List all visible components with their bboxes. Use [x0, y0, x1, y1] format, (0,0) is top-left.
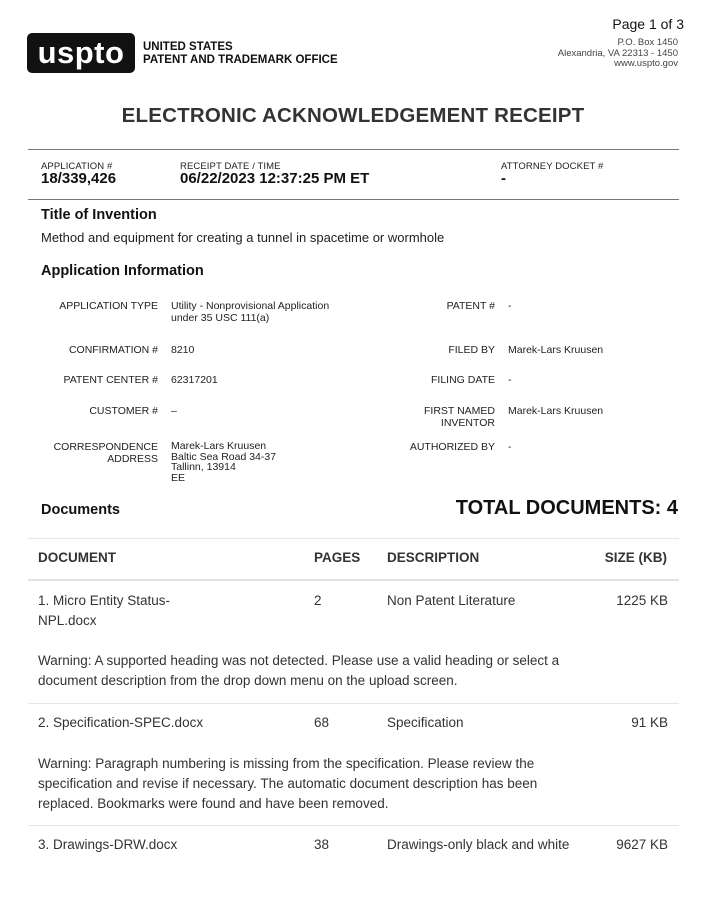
application-information-heading: Application Information — [41, 263, 204, 279]
document-row-1-description: Non Patent Literature — [387, 593, 516, 608]
agency-line-2: PATENT AND TRADEMARK OFFICE — [143, 53, 338, 66]
authorized-by-label: AUTHORIZED BY — [409, 441, 495, 453]
document-row-1-size: 1225 KB — [616, 593, 668, 608]
confirmation-value: 8210 — [171, 344, 195, 356]
first-named-inventor-label-line-2: INVENTOR — [440, 417, 495, 429]
filed-by-label: FILED BY — [448, 344, 495, 356]
document-row-3-size: 9627 KB — [616, 837, 668, 852]
first-named-inventor-label — [424, 405, 495, 429]
application-type-label: APPLICATION TYPE — [59, 300, 158, 312]
column-header-document: DOCUMENT — [38, 550, 116, 565]
document-row-1-warning — [38, 651, 638, 691]
document-row-2-warning-line-3: replaced. Bookmarks were found and have been removed. — [38, 796, 389, 811]
column-header-size: SIZE (KB) — [604, 550, 667, 565]
table-row-separator-1 — [28, 703, 679, 704]
correspondence-line-4: EE — [171, 471, 186, 484]
office-address — [558, 38, 678, 70]
document-row-2-warning — [38, 754, 638, 814]
agency-name — [143, 41, 338, 66]
title-of-invention-text: Method and equipment for creating a tunnel in spacetime or wormhole — [41, 230, 445, 245]
document-row-2-name: 2. Specification-SPEC.docx — [38, 715, 204, 730]
receipt-date-label: RECEIPT DATE / TIME — [180, 161, 281, 172]
correspondence-label-line-2: ADDRESS — [107, 453, 158, 465]
document-row-3-pages: 38 — [314, 837, 330, 852]
document-row-2-size: 91 KB — [631, 715, 668, 730]
document-row-3-description: Drawings-only black and white — [387, 837, 570, 852]
table-row-separator-2 — [28, 825, 679, 826]
document-row-1-warning-line-1: Warning: A supported heading was not detected. Please use a valid heading or select a — [38, 653, 560, 668]
address-line-3: www.uspto.gov — [614, 58, 678, 69]
filing-date-value: - — [508, 374, 512, 386]
document-row-1-warning-line-2: document description from the drop down menu on the upload screen. — [38, 673, 458, 688]
filing-date-label: FILING DATE — [431, 374, 495, 386]
header-top-rule — [28, 149, 679, 150]
header-bottom-rule — [28, 199, 679, 200]
first-named-inventor-label-line-1: FIRST NAMED — [424, 405, 495, 417]
correspondence-address-label — [54, 441, 158, 465]
patent-center-label: PATENT CENTER # — [63, 374, 158, 386]
application-number-label: APPLICATION # — [41, 161, 113, 172]
correspondence-line-2: Baltic Sea Road 34-37 — [171, 450, 277, 463]
table-top-rule — [28, 538, 679, 539]
confirmation-label: CONFIRMATION # — [68, 344, 158, 356]
column-header-pages: PAGES — [314, 550, 361, 565]
customer-number-value: – — [171, 405, 177, 417]
documents-heading: Documents — [41, 502, 120, 518]
correspondence-label-line-1: CORRESPONDENCE — [53, 441, 158, 453]
document-row-2-warning-line-2: specification and revise if necessary. The automatic document description has been — [38, 776, 538, 791]
uspto-logo: uspto — [27, 33, 135, 73]
table-header-rule — [28, 579, 679, 581]
document-row-1-pages: 2 — [314, 593, 322, 608]
application-type-line-1: Utility - Nonprovisional Application — [171, 300, 330, 312]
correspondence-address-value — [171, 441, 276, 483]
customer-number-label: CUSTOMER # — [89, 405, 158, 417]
page-number: Page 1 of 3 — [612, 16, 684, 32]
address-line-2: Alexandria, VA 22313 - 1450 — [557, 47, 678, 59]
document-row-2-pages: 68 — [314, 715, 330, 730]
document-row-1-name-line-1: 1. Micro Entity Status- — [38, 593, 171, 608]
application-number-value: 18/339,426 — [41, 170, 117, 187]
document-row-2-warning-line-1: Warning: Paragraph numbering is missing from the specification. Please review the — [38, 756, 535, 771]
application-type-line-2: under 35 USC 111(a) — [171, 312, 270, 324]
attorney-docket-value: - — [501, 170, 506, 187]
receipt-date-value: 06/22/2023 12:37:25 PM ET — [180, 170, 370, 187]
patent-number-value: - — [508, 300, 512, 312]
address-line-1: P.O. Box 1450 — [617, 37, 678, 48]
authorized-by-value: - — [508, 441, 512, 453]
document-row-2-description: Specification — [387, 715, 464, 730]
total-documents: TOTAL DOCUMENTS: 4 — [455, 497, 678, 519]
correspondence-line-3: Tallinn, 13914 — [171, 461, 236, 473]
patent-center-value: 62317201 — [171, 374, 218, 386]
first-named-inventor-value: Marek-Lars Kruusen — [508, 405, 604, 417]
attorney-docket-label: ATTORNEY DOCKET # — [501, 161, 604, 172]
document-row-1-name-line-2: NPL.docx — [38, 613, 97, 628]
document-title: ELECTRONIC ACKNOWLEDGEMENT RECEIPT — [121, 104, 585, 127]
agency-line-1: UNITED STATES — [143, 41, 233, 53]
correspondence-line-1: Marek-Lars Kruusen — [171, 440, 267, 452]
title-of-invention-heading: Title of Invention — [41, 207, 157, 223]
column-header-description: DESCRIPTION — [387, 550, 480, 565]
document-row-1-name — [38, 591, 170, 631]
patent-number-label: PATENT # — [446, 300, 495, 312]
filed-by-value: Marek-Lars Kruusen — [508, 344, 604, 356]
application-type-value — [171, 300, 329, 324]
document-row-3-name: 3. Drawings-DRW.docx — [38, 837, 178, 852]
